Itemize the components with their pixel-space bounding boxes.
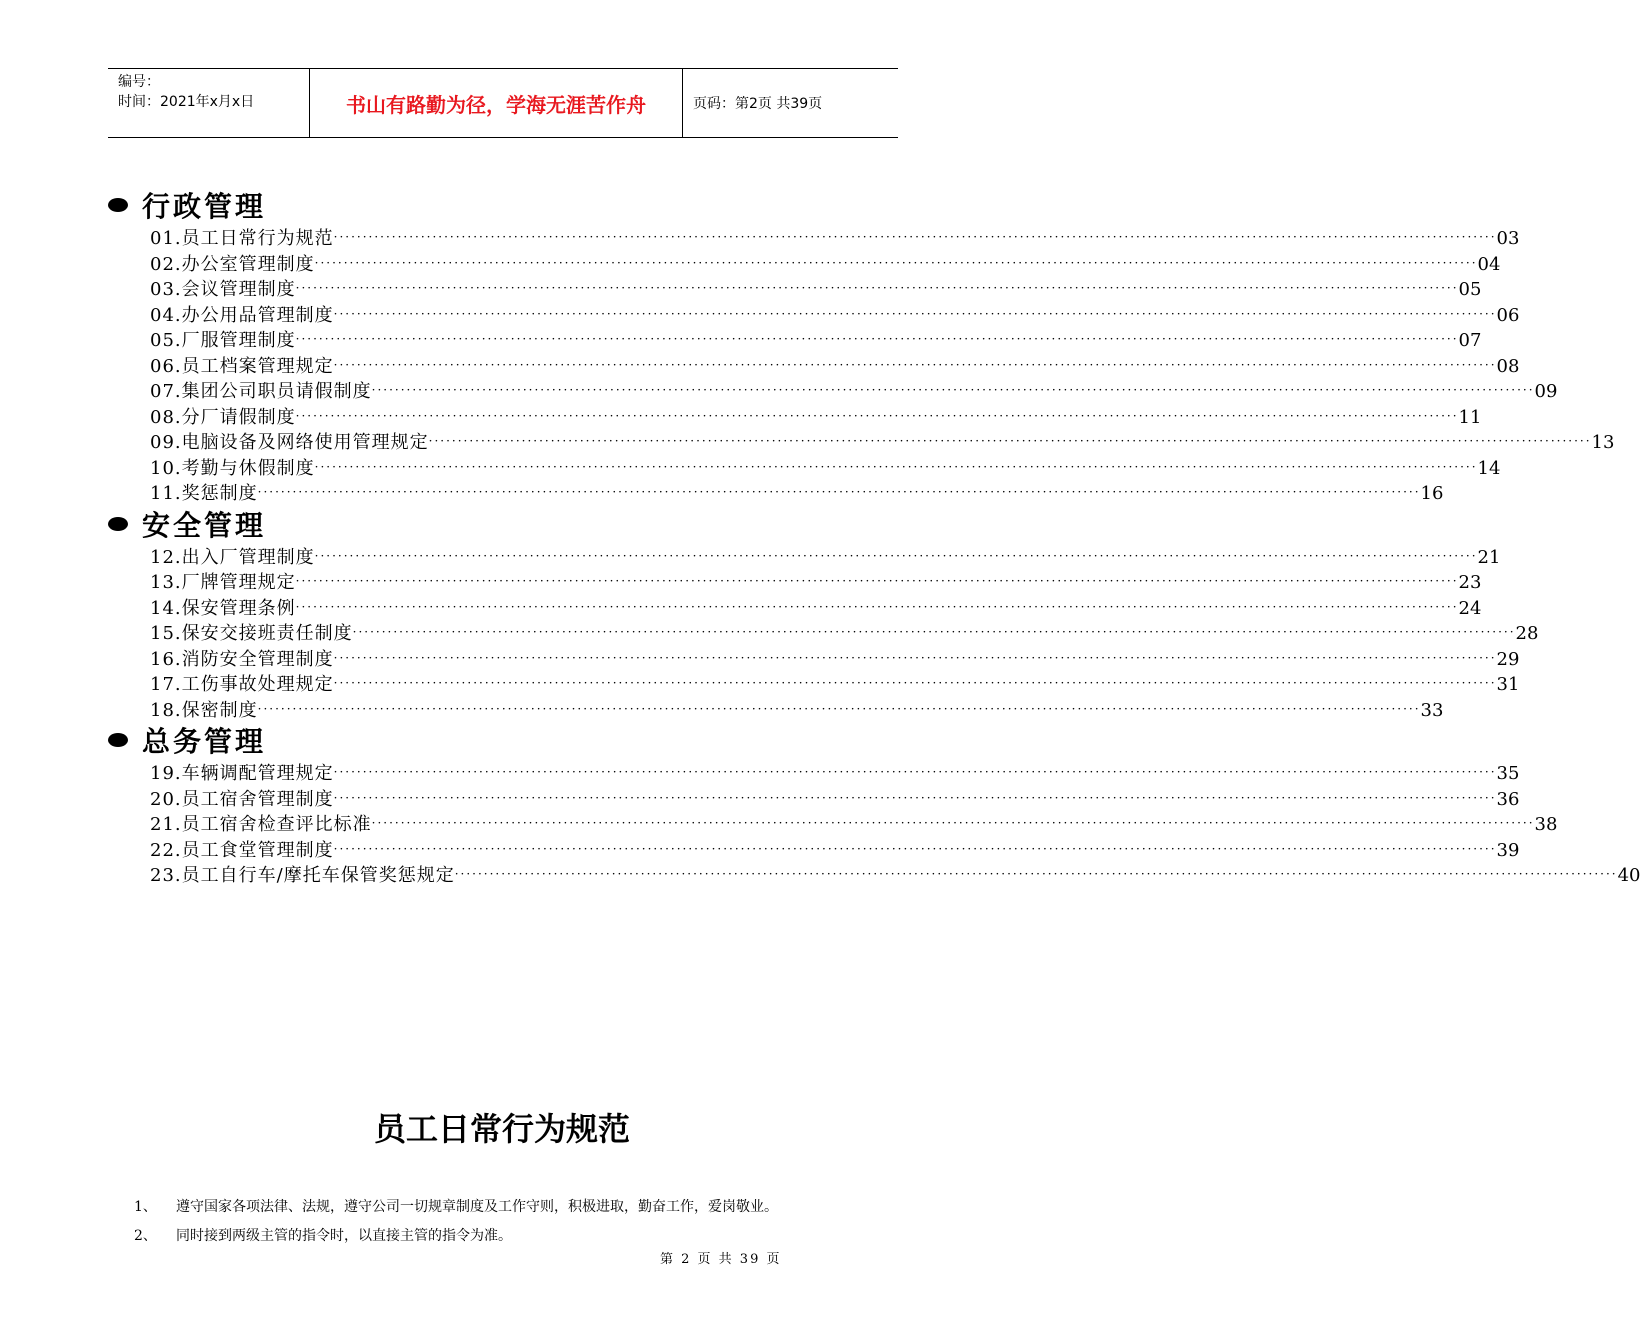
entry-page: 38 — [1534, 814, 1558, 835]
entry-page: 35 — [1496, 763, 1520, 784]
entry-page: 09 — [1534, 381, 1558, 402]
toc-entry[interactable] — [108, 275, 1482, 301]
paragraph-number: 2、 — [134, 1228, 157, 1244]
entry-number: 06. — [150, 355, 182, 377]
entry-title: 分厂请假制度 — [181, 406, 296, 428]
toc-entry[interactable] — [108, 301, 1520, 327]
toc-entry[interactable] — [108, 836, 1520, 862]
paragraph-number: 1、 — [134, 1199, 157, 1215]
header-page-info: 页码：第2页 共39页 — [693, 96, 823, 112]
entry-title: 集团公司职员请假制度 — [181, 381, 372, 402]
toc-section-heading — [108, 505, 868, 543]
leader-dots: ········································································································································································································ — [333, 357, 1497, 372]
entry-page: 28 — [1515, 623, 1539, 644]
leader-dots: ········································································································································································································ — [454, 867, 1618, 881]
leader-dots: ········································································································································································································ — [333, 676, 1497, 690]
entry-page: 24 — [1458, 597, 1482, 619]
leader-dots: ········································································································································································································ — [295, 281, 1459, 295]
leader-dots: ········································································································································································································ — [428, 434, 1592, 448]
paragraph-text: 遵守国家各项法律、法规，遵守公司一切规章制度及工作守则，积极进取，勤奋工作，爱岗敬业。 — [176, 1199, 778, 1215]
entry-title: 厂牌管理规定 — [181, 572, 296, 593]
paragraph-2 — [134, 1225, 512, 1245]
entry-title: 奖惩制度 — [181, 483, 258, 504]
entry-page: 21 — [1477, 546, 1501, 568]
entry-number: 15. — [150, 623, 182, 644]
entry-title: 办公用品管理制度 — [181, 304, 334, 326]
entry-number: 12. — [150, 546, 182, 568]
entry-page: 16 — [1420, 483, 1444, 504]
entry-number: 20. — [150, 788, 182, 810]
leader-dots: ········································································································································································································ — [333, 841, 1497, 856]
entry-title: 车辆调配管理规定 — [181, 763, 334, 784]
toc-entry[interactable] — [108, 428, 1615, 454]
entry-number: 16. — [150, 648, 182, 670]
entry-page: 39 — [1496, 839, 1520, 861]
toc-entry[interactable] — [108, 785, 1520, 811]
entry-title: 保安管理条例 — [181, 597, 296, 619]
entry-title: 员工自行车/摩托车保管奖惩规定 — [181, 865, 455, 886]
entry-number: 19. — [150, 763, 182, 784]
entry-number: 09. — [150, 432, 182, 453]
entry-number: 14. — [150, 597, 182, 619]
entry-title: 员工日常行为规范 — [181, 228, 334, 249]
entry-title: 员工宿舍管理制度 — [181, 788, 334, 810]
leader-dots: ········································································································································································································ — [314, 548, 1478, 563]
entry-title: 工伤事故处理规定 — [181, 674, 334, 695]
entry-page: 33 — [1420, 699, 1444, 721]
leader-dots: ········································································································································································································ — [295, 599, 1459, 614]
leader-dots: ········································································································································································································ — [333, 230, 1497, 244]
entry-title: 出入厂管理制度 — [181, 546, 315, 568]
toc-entry[interactable] — [108, 403, 1482, 429]
toc-entry[interactable] — [108, 759, 1520, 785]
toc-entry[interactable] — [108, 377, 1558, 403]
entry-page: 04 — [1477, 253, 1501, 275]
leader-dots: ········································································································································································································ — [257, 485, 1421, 499]
leader-dots: ········································································································································································································ — [314, 459, 1478, 474]
bullet-icon — [108, 198, 128, 212]
entry-number: 04. — [150, 304, 182, 326]
entry-page: 13 — [1591, 432, 1615, 453]
entry-number: 18. — [150, 699, 182, 721]
entry-number: 21. — [150, 814, 182, 835]
leader-dots: ········································································································································································································ — [257, 701, 1421, 716]
header-meta — [108, 69, 310, 137]
paragraph-1 — [134, 1196, 778, 1216]
entry-page: 03 — [1496, 228, 1520, 249]
bullet-icon — [108, 517, 128, 531]
header-motto: 书山有路勤为径，学海无涯苦作舟 — [310, 69, 683, 137]
entry-page: 31 — [1496, 674, 1520, 695]
leader-dots: ········································································································································································································ — [314, 255, 1478, 270]
entry-number: 07. — [150, 381, 182, 402]
document-title: 员工日常行为规范 — [373, 1110, 630, 1148]
entry-title: 员工档案管理规定 — [181, 355, 334, 377]
entry-page: 29 — [1496, 648, 1520, 670]
toc-section-heading — [108, 186, 868, 224]
entry-number: 03. — [150, 279, 182, 300]
entry-number: 10. — [150, 457, 182, 479]
entry-title: 消防安全管理制度 — [181, 648, 334, 670]
entry-number: 23. — [150, 865, 182, 886]
leader-dots: ········································································································································································································ — [333, 306, 1497, 321]
entry-page: 08 — [1496, 355, 1520, 377]
time-label: 时间：2021年x月x日 — [118, 94, 255, 110]
section-title: 行政管理 — [142, 190, 267, 223]
section-title: 总务管理 — [142, 725, 267, 758]
entry-page: 07 — [1458, 330, 1482, 351]
entry-page: 14 — [1477, 457, 1501, 479]
toc-entry[interactable] — [108, 670, 1520, 696]
toc-entry[interactable] — [108, 568, 1482, 594]
entry-title: 办公室管理制度 — [181, 253, 315, 275]
entry-page: 23 — [1458, 572, 1482, 593]
leader-dots: ········································································································································································································ — [333, 650, 1497, 665]
entry-page: 05 — [1458, 279, 1482, 300]
entry-title: 电脑设备及网络使用管理规定 — [181, 432, 429, 453]
leader-dots: ········································································································································································································ — [333, 765, 1497, 779]
entry-title: 厂服管理制度 — [181, 330, 296, 351]
entry-title: 考勤与休假制度 — [181, 457, 315, 479]
entry-page: 11 — [1458, 406, 1482, 428]
section-title: 安全管理 — [142, 508, 267, 542]
leader-dots: ········································································································································································································ — [295, 408, 1459, 423]
leader-dots: ········································································································································································································ — [352, 625, 1516, 639]
bullet-icon — [108, 733, 128, 747]
toc-entry[interactable] — [108, 810, 1558, 836]
entry-number: 13. — [150, 572, 182, 593]
toc-entry[interactable] — [108, 250, 1501, 276]
entry-title: 保安交接班责任制度 — [181, 623, 353, 644]
toc-entry[interactable] — [108, 352, 1520, 378]
toc-entry[interactable] — [108, 454, 1501, 480]
leader-dots: ········································································································································································································ — [333, 790, 1497, 805]
toc-entry[interactable] — [108, 224, 1520, 250]
number-label: 编号： — [118, 74, 160, 90]
entry-number: 08. — [150, 406, 182, 428]
entry-page: 36 — [1496, 788, 1520, 810]
toc-entry[interactable] — [108, 479, 1444, 505]
entry-title: 员工宿舍检查评比标准 — [181, 814, 372, 835]
toc-entry[interactable] — [108, 594, 1482, 620]
entry-number: 11. — [150, 483, 182, 504]
leader-dots: ········································································································································································································ — [295, 332, 1459, 346]
toc-entry[interactable] — [108, 645, 1520, 671]
entry-number: 17. — [150, 674, 182, 695]
entry-page: 40 — [1617, 865, 1641, 886]
entry-number: 01. — [150, 228, 182, 249]
entry-title: 会议管理制度 — [181, 279, 296, 300]
leader-dots: ········································································································································································································ — [371, 383, 1535, 397]
paragraph-text: 同时接到两级主管的指令时，以直接主管的指令为准。 — [176, 1228, 512, 1244]
page-footer: 第 2 页 共 39 页 — [660, 1252, 782, 1267]
toc-entry[interactable] — [108, 696, 1444, 722]
entry-title: 保密制度 — [181, 699, 258, 721]
entry-number: 05. — [150, 330, 182, 351]
toc-section-heading — [108, 721, 868, 759]
toc-entry[interactable] — [108, 861, 1641, 887]
header-table — [108, 68, 898, 138]
entry-number: 02. — [150, 253, 182, 275]
table-of-contents — [108, 186, 1641, 887]
toc-entry[interactable] — [108, 543, 1501, 569]
toc-entry[interactable] — [108, 619, 1539, 645]
toc-entry[interactable] — [108, 326, 1482, 352]
leader-dots: ········································································································································································································ — [295, 574, 1459, 588]
leader-dots: ········································································································································································································ — [371, 816, 1535, 830]
entry-title: 员工食堂管理制度 — [181, 839, 334, 861]
entry-page: 06 — [1496, 304, 1520, 326]
entry-number: 22. — [150, 839, 182, 861]
